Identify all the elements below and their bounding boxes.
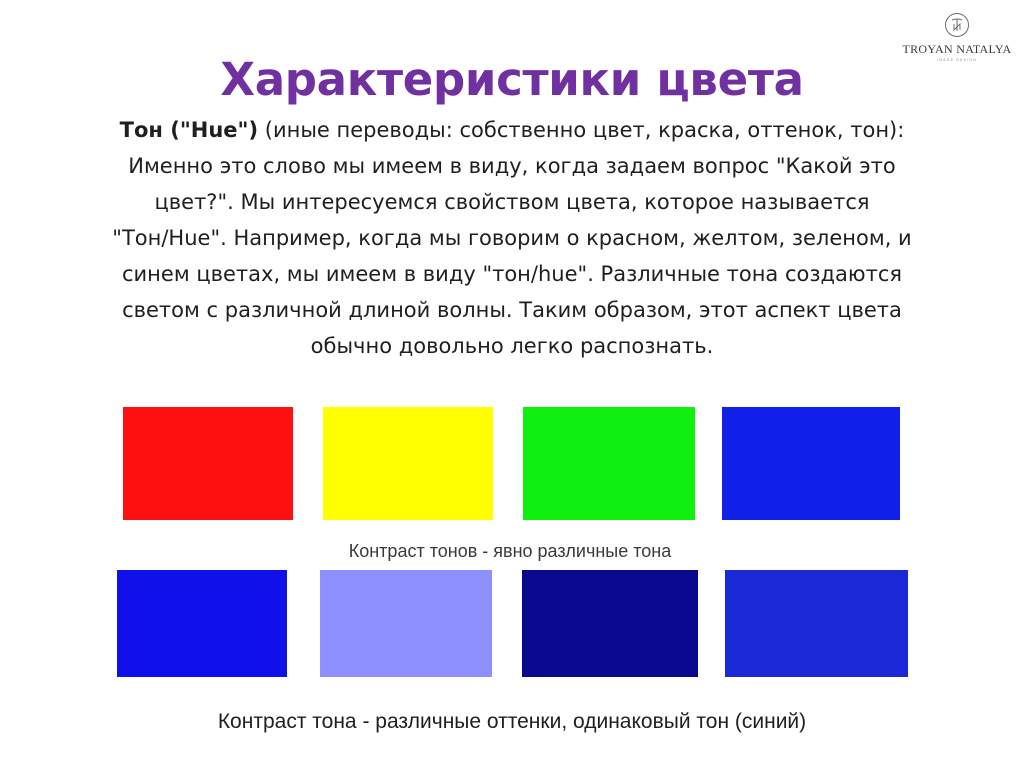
caption-shade-contrast: Контраст тона - различные оттенки, одинаковый тон (синий): [217, 710, 807, 733]
body-line-7: обычно довольно легко распознать.: [310, 334, 714, 358]
body-line-2: Именно это слово мы имеем в виду, когда задаем вопрос "Какой это: [128, 154, 896, 178]
logo-emblem-icon: [944, 12, 970, 38]
swatch-green: [523, 407, 695, 520]
hue-term: Тон ("Hue"): [119, 118, 259, 142]
logo-name: TROYAN NATALYA: [902, 42, 1012, 56]
body-line-3: цвет?". Мы интересуемся свойством цвета, которое называется: [154, 190, 870, 214]
body-line-5: синем цветах, мы имеем в виду "тон/hue". Различные тона создаются: [121, 262, 903, 286]
swatch-red: [123, 407, 293, 520]
swatch-light-blue: [320, 570, 492, 677]
body-line-4: "Тон/Hue". Например, когда мы говорим о красном, желтом, зеленом, и: [112, 226, 912, 250]
caption-hue-contrast: Контраст тонов - явно различные тона: [348, 541, 672, 561]
logo-subtitle: IMAGE DESIGN: [936, 58, 978, 62]
body-paragraph: [40, 112, 984, 364]
swatch-blue: [722, 407, 900, 520]
body-line-1: [40, 112, 984, 148]
swatch-yellow: [323, 407, 493, 520]
swatch-navy: [522, 570, 698, 677]
body-line-1-rest: (иные переводы: собственно цвет, краска, оттенок, тон):: [258, 118, 905, 142]
body-line-6: светом с различной длиной волны. Таким образом, этот аспект цвета: [122, 298, 902, 322]
swatch-blue-2: [117, 570, 287, 677]
swatch-medium-blue: [725, 570, 908, 677]
page-title: Характеристики цвета: [220, 53, 804, 106]
